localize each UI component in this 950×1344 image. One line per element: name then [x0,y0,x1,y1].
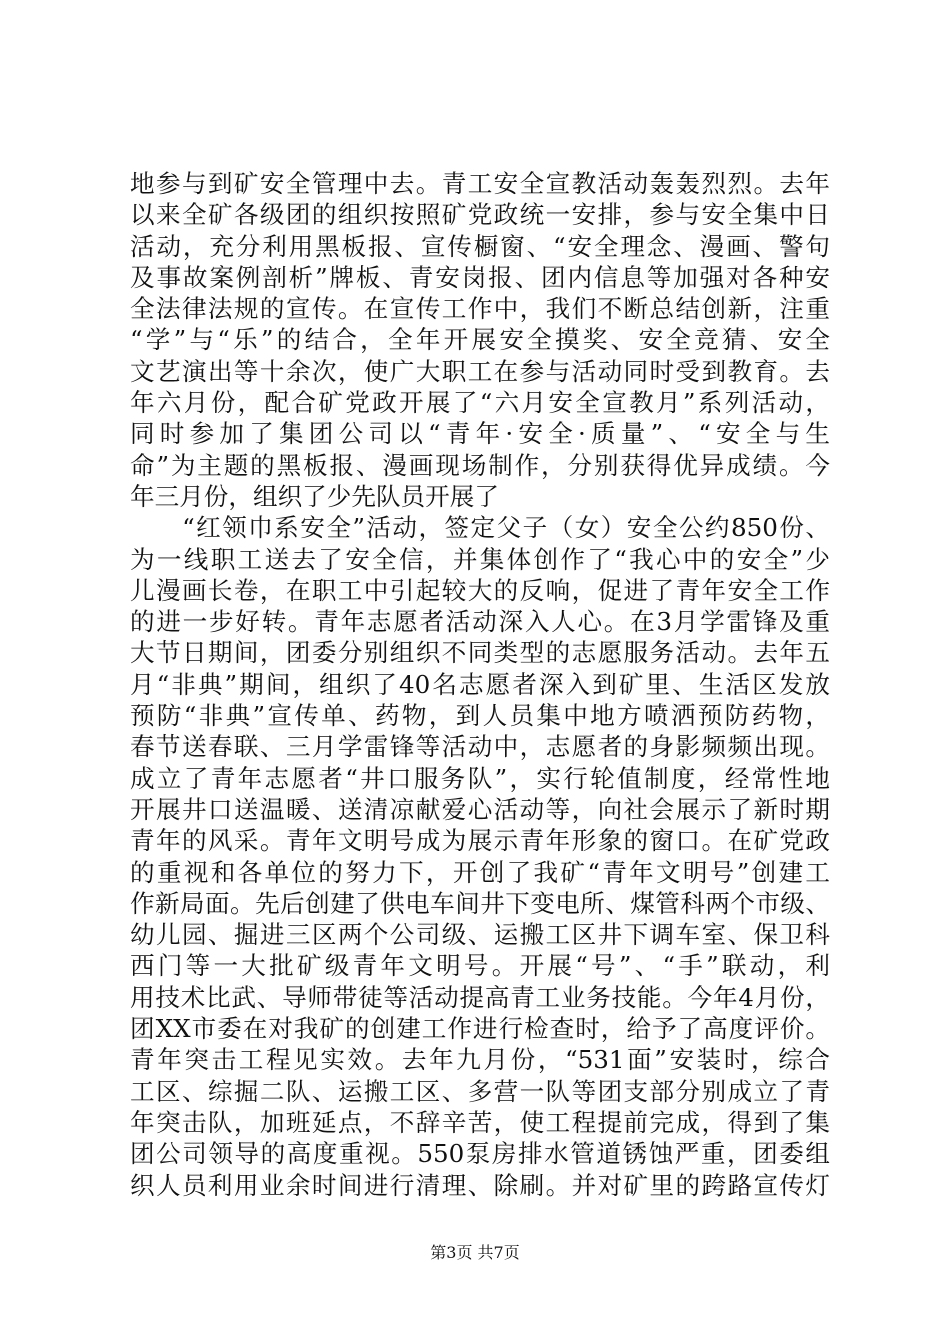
text-line: 春节送春联、三月学雷锋等活动中，志愿者的身影频频出现。 [130,732,830,762]
text-line: 的重视和各单位的努力下，开创了我矿“青年文明号”创建工 [130,857,830,887]
text-line: 地参与到矿安全管理中去。青工安全宣教活动轰轰烈烈。去年 [130,169,830,198]
text-line: 成立了青年志愿者“井口服务队”，实行轮值制度，经常性地 [130,763,830,793]
text-line: 全法律法规的宣传。在宣传工作中，我们不断总结创新，注重 [130,294,830,324]
text-line: 团公司领导的高度重视。550泵房排水管道锈蚀严重，团委组 [130,1139,830,1169]
text-line: 命”为主题的黑板报、漫画现场制作，分别获得优异成绩。今 [130,450,830,480]
text-line: 月“非典”期间，组织了40名志愿者深入到矿里、生活区发放 [130,669,830,699]
body-text [130,168,830,1201]
text-line: “学”与“乐”的结合，全年开展安全摸奖、安全竞猜、安全 [130,325,830,355]
text-line: 活动，充分利用黑板报、宣传橱窗、“安全理念、漫画、警句 [130,231,830,261]
text-line: “红领巾系安全”活动，签定父子（女）安全公约850份、 [130,513,830,543]
text-line: 开展井口送温暖、送清凉献爱心活动等，向社会展示了新时期 [130,794,830,824]
text-line: 同时参加了集团公司以“青年·安全·质量”、“安全与生 [130,419,830,449]
text-line: 文艺演出等十余次，使广大职工在参与活动同时受到教育。去 [130,356,830,386]
text-line: 及事故案例剖析”牌板、青安岗报、团内信息等加强对各种安 [130,262,830,292]
text-line: 大节日期间，团委分别组织不同类型的志愿服务活动。去年五 [130,638,830,668]
text-line: 用技术比武、导师带徒等活动提高青工业务技能。今年4月份， [130,982,830,1012]
text-line: 青年突击工程见实效。去年九月份，“531面”安装时，综合 [130,1045,830,1075]
text-line: 年突击队，加班延点，不辞辛苦，使工程提前完成，得到了集 [130,1107,830,1137]
text-line: 西门等一大批矿级青年文明号。开展“号”、“手”联动，利 [130,951,830,981]
text-line: 作新局面。先后创建了供电车间井下变电所、煤管科两个市级、 [130,888,830,918]
text-line: 的进一步好转。青年志愿者活动深入人心。在3月学雷锋及重 [130,607,830,637]
text-line: 团XX市委在对我矿的创建工作进行检查时，给予了高度评价。 [130,1014,830,1044]
text-line: 以来全矿各级团的组织按照矿党政统一安排，参与安全集中日 [130,200,830,230]
text-line: 织人员利用业余时间进行清理、除刷。并对矿里的跨路宣传灯 [130,1170,830,1200]
text-line: 年三月份，组织了少先队员开展了 [130,481,499,511]
text-line: 工区、综掘二队、运搬工区、多营一队等团支部分别成立了青 [130,1076,830,1106]
text-line: 儿漫画长卷，在职工中引起较大的反响，促进了青年安全工作 [130,575,830,605]
text-line: 青年的风采。青年文明号成为展示青年形象的窗口。在矿党政 [130,826,830,856]
page-footer: 第3页 共7页 [430,1243,520,1262]
text-line: 为一线职工送去了安全信，并集体创作了“我心中的安全”少 [130,544,830,574]
text-line: 预防“非典”宣传单、药物，到人员集中地方喷洒预防药物， [130,701,830,731]
text-line: 幼儿园、掘进三区两个公司级、运搬工区井下调车室、保卫科 [130,920,830,950]
text-line: 年六月份，配合矿党政开展了“六月安全宣教月”系列活动， [130,388,830,418]
